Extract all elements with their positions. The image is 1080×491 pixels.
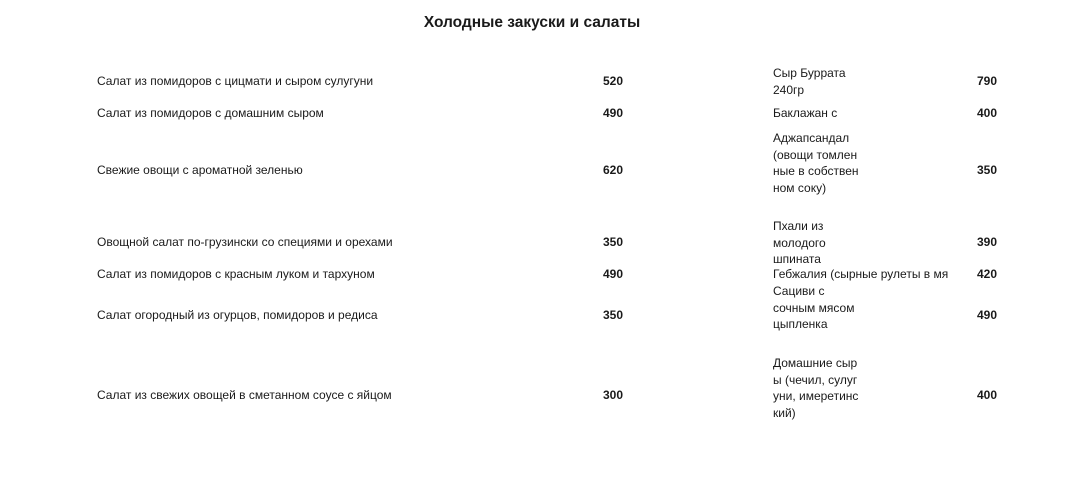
page-title: Холодные закуски и салаты: [423, 14, 641, 31]
menu-item-name: Баклажан с: [773, 106, 838, 120]
menu-item-price: 350: [977, 163, 998, 177]
menu-item-price: 420: [977, 267, 998, 281]
menu-item-price: 400: [977, 106, 998, 120]
menu-item-price: 390: [977, 235, 998, 249]
menu-item-name: Домашние сыры (чечил, сулугуни, имеретинский): [773, 356, 859, 420]
menu-item-name: Салат из помидоров с домашним сыром: [97, 106, 324, 120]
menu-item-price: 490: [603, 267, 624, 281]
menu-item-price: 620: [603, 163, 624, 177]
menu-item-name: Сыр Буррата 240гр: [773, 66, 846, 97]
menu-item-name: Аджапсандал (овощи томленные в собственном соку): [773, 131, 859, 195]
menu-item-name: Салат из помидоров с красным луком и тархуном: [97, 267, 375, 281]
menu-item-price: 790: [977, 74, 998, 88]
menu-item-price: 490: [977, 308, 998, 322]
menu-item-name: Салат из свежих овощей в сметанном соусе с яйцом: [97, 388, 392, 402]
menu-item-price: 350: [603, 235, 624, 249]
menu-item-name: Пхали из молодого шпината: [773, 219, 826, 266]
menu-item-name: Свежие овощи с ароматной зеленью: [97, 163, 303, 177]
menu-item-price: 300: [603, 388, 624, 402]
menu-item-name: Гебжалия (сырные рулеты в мя: [773, 267, 949, 281]
menu-item-price: 490: [603, 106, 624, 120]
menu-item-price: 350: [603, 308, 624, 322]
menu-item-name: Овощной салат по-грузински со специями и орехами: [97, 235, 393, 249]
menu-item-price: 400: [977, 388, 998, 402]
menu-item-price: 520: [603, 74, 624, 88]
menu-item-name: Салат огородный из огурцов, помидоров и редиса: [97, 308, 378, 322]
menu-item-name: Салат из помидоров с цицмати и сыром сулугуни: [97, 74, 374, 88]
menu-item-name: Сациви с сочным мясом цыпленка: [773, 284, 855, 331]
